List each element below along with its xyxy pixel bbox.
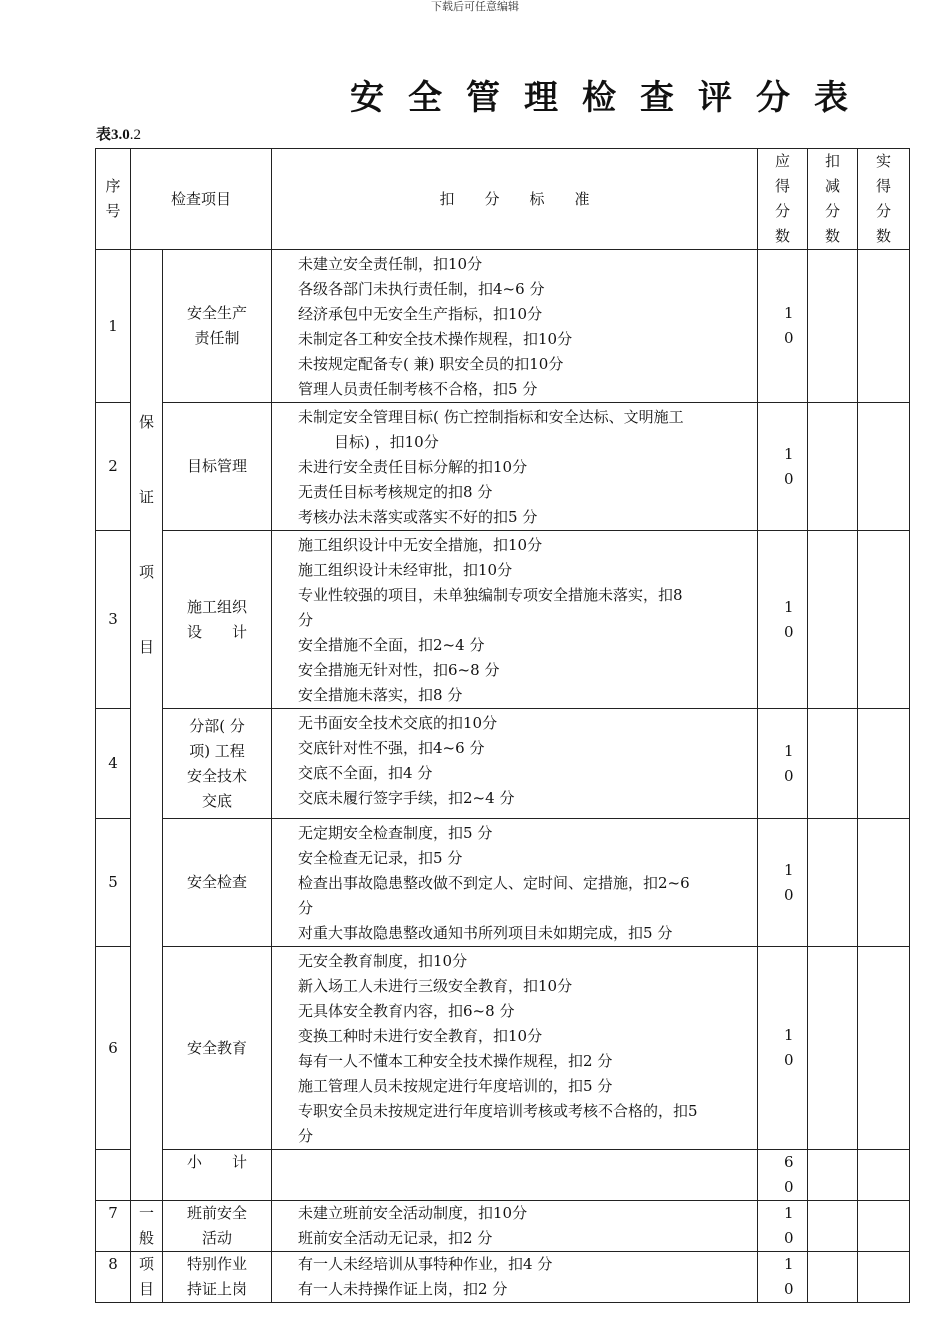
header-seq <box>96 149 131 250</box>
table-row <box>96 819 910 947</box>
criteria-cell <box>272 531 758 709</box>
header-should-char: 分 <box>775 202 791 220</box>
check-item-line: 项) 工程 <box>189 741 245 760</box>
score-digit: 0 <box>784 1229 794 1247</box>
criteria-line: 施工组织设计未经审批，扣10分 <box>298 561 513 579</box>
score-digit: 1 <box>784 1026 794 1044</box>
check-item-line: 安全教育 <box>187 1038 248 1057</box>
check-item-line: 安全检查 <box>187 873 248 891</box>
deduct-score-cell <box>808 1201 858 1252</box>
criteria-line: 检查出事故隐患整改做不到定人、定时间、定措施，扣2~6 <box>298 874 690 892</box>
should-score-cell <box>758 819 808 947</box>
category-char: 保 <box>138 413 154 431</box>
criteria-cell <box>272 1201 758 1252</box>
deduct-score-cell <box>808 403 858 531</box>
subtotal-row <box>96 1150 910 1201</box>
criteria-line: 有一人未经培训从事特种作业，扣4 分 <box>298 1255 553 1273</box>
actual-score-cell <box>858 250 910 403</box>
category-char: 项 <box>138 1255 154 1273</box>
header-deduct-char: 减 <box>825 177 841 195</box>
header-deduct <box>808 149 858 250</box>
criteria-line: 未建立安全责任制，扣10分 <box>298 255 483 273</box>
actual-score-cell <box>858 531 910 709</box>
check-item <box>163 947 272 1150</box>
criteria-line: 考核办法未落实或落实不好的扣5 分 <box>298 508 538 526</box>
check-item <box>163 403 272 531</box>
check-item <box>163 819 272 947</box>
header-standard: 扣 分 标 准 <box>272 149 758 250</box>
criteria-line: 专职安全员未按规定进行年度培训考核或考核不合格的，扣5 <box>298 1102 698 1120</box>
criteria-line: 分 <box>298 899 314 917</box>
deduct-score-cell <box>808 947 858 1150</box>
criteria-line: 专业性较强的项目，未单独编制专项安全措施未落实，扣8 <box>298 586 683 604</box>
check-item-line: 班前安全 <box>187 1204 248 1222</box>
actual-score-cell <box>858 1150 910 1201</box>
score-digit: 0 <box>784 885 794 904</box>
criteria-line: 无书面安全技术交底的扣10分 <box>298 714 498 732</box>
score-digit: 1 <box>784 444 794 463</box>
category-char: 一 <box>138 1204 154 1222</box>
should-score-cell <box>758 531 808 709</box>
category-char: 目 <box>138 638 154 656</box>
criteria-line: 管理人员责任制考核不合格，扣5 分 <box>298 380 538 398</box>
row-number: 8 <box>96 1252 131 1303</box>
header-actual-char: 实 <box>876 152 892 170</box>
row-number: 3 <box>96 531 131 709</box>
should-score-cell <box>758 1252 808 1303</box>
criteria-line: 未制定安全管理目标( 伤亡控制指标和安全达标、文明施工 <box>298 408 684 426</box>
row-number: 1 <box>96 250 131 403</box>
score-digit: 0 <box>784 469 794 488</box>
check-item <box>163 531 272 709</box>
check-item <box>163 1252 272 1303</box>
check-item-line: 交底 <box>202 791 233 810</box>
check-item-line: 责任制 <box>194 329 240 347</box>
row-number <box>96 1150 131 1201</box>
header-should-char: 得 <box>775 177 791 195</box>
should-score-cell <box>758 1201 808 1252</box>
criteria-cell <box>272 403 758 531</box>
table-row <box>96 1201 910 1252</box>
check-item-line: 施工组织 <box>187 597 248 616</box>
criteria-cell <box>272 709 758 819</box>
deduct-score-cell <box>808 1252 858 1303</box>
page-header: 下载后可任意编辑 <box>431 0 519 13</box>
row-number: 2 <box>96 403 131 531</box>
criteria-line: 施工组织设计中无安全措施，扣10分 <box>298 536 543 554</box>
subtotal-label: 小 计 <box>163 1150 272 1201</box>
check-item <box>163 709 272 819</box>
row-number: 6 <box>96 947 131 1150</box>
check-item-line: 活动 <box>202 1229 233 1247</box>
check-item-line: 持证上岗 <box>187 1280 248 1298</box>
criteria-line: 无具体安全教育内容，扣6~8 分 <box>298 1002 515 1020</box>
check-item-line: 特别作业 <box>187 1255 248 1273</box>
table-row <box>96 403 910 531</box>
table-row <box>96 250 910 403</box>
table-row <box>96 709 910 819</box>
deduct-score-cell <box>808 531 858 709</box>
criteria-line: 安全措施无针对性，扣6~8 分 <box>298 661 500 679</box>
score-digit: 0 <box>784 329 794 347</box>
category-general <box>131 1252 163 1303</box>
criteria-line: 每有一人不懂本工种安全技术操作规程，扣2 分 <box>298 1052 613 1070</box>
criteria-line: 未建立班前安全活动制度，扣10分 <box>298 1204 528 1222</box>
table-row <box>96 947 910 1150</box>
header-actual-char: 数 <box>876 227 892 245</box>
header-deduct-char: 数 <box>825 227 841 245</box>
criteria-line: 施工管理人员未按规定进行年度培训的，扣5 分 <box>298 1077 613 1095</box>
score-digit: 0 <box>784 1178 794 1196</box>
score-digit: 0 <box>784 766 794 785</box>
row-number: 7 <box>96 1201 131 1252</box>
criteria-line: 各级各部门未执行责任制，扣4~6 分 <box>298 280 545 298</box>
category-char: 目 <box>138 1280 154 1298</box>
criteria-line: 未制定各工种安全技术操作规程，扣10分 <box>298 330 573 348</box>
actual-score-cell <box>858 1201 910 1252</box>
criteria-cell <box>272 1252 758 1303</box>
should-score-cell <box>758 709 808 819</box>
header-item: 检查项目 <box>131 149 272 250</box>
score-digit: 0 <box>784 1051 794 1069</box>
header-should <box>758 149 808 250</box>
criteria-line: 未进行安全责任目标分解的扣10分 <box>298 458 528 476</box>
actual-score-cell <box>858 947 910 1150</box>
category-char: 项 <box>138 563 154 581</box>
criteria-line: 未按规定配备专( 兼) 职安全员的扣10分 <box>298 355 564 373</box>
header-deduct-char: 扣 <box>825 152 841 170</box>
score-digit: 1 <box>784 860 794 879</box>
actual-score-cell <box>858 819 910 947</box>
header-actual-char: 分 <box>876 202 892 220</box>
actual-score-cell <box>858 709 910 819</box>
actual-score-cell <box>858 403 910 531</box>
criteria-cell <box>272 947 758 1150</box>
table-row <box>96 1252 910 1303</box>
category-char: 般 <box>138 1229 154 1247</box>
table-number-suffix: .2 <box>129 127 142 143</box>
category-general <box>131 1201 163 1252</box>
should-score-cell <box>758 1150 808 1201</box>
header-seq-char: 号 <box>105 202 121 220</box>
criteria-line: 分 <box>298 611 314 629</box>
should-score-cell <box>758 947 808 1150</box>
criteria-line: 目标) ，扣10分 <box>334 433 439 451</box>
criteria-line: 安全措施不全面，扣2~4 分 <box>298 636 485 654</box>
check-item <box>163 1201 272 1252</box>
score-digit: 0 <box>784 622 794 641</box>
deduct-score-cell <box>808 709 858 819</box>
score-digit: 1 <box>784 1255 794 1273</box>
criteria-line: 无定期安全检查制度，扣5 分 <box>298 824 493 842</box>
criteria-line: 交底针对性不强，扣4~6 分 <box>298 739 485 757</box>
score-digit: 1 <box>784 597 794 616</box>
criteria-line: 无安全教育制度，扣10分 <box>298 952 468 970</box>
should-score-cell <box>758 403 808 531</box>
criteria-line: 交底未履行签字手续，扣2~4 分 <box>298 789 515 807</box>
check-item-line: 安全技术 <box>187 766 248 785</box>
criteria-line: 经济承包中无安全生产指标，扣10分 <box>298 305 543 323</box>
score-digit: 6 <box>784 1153 794 1171</box>
deduct-score-cell <box>808 250 858 403</box>
criteria-cell <box>272 1150 758 1201</box>
header-actual <box>858 149 910 250</box>
check-item-line: 设 计 <box>187 622 248 641</box>
row-number: 4 <box>96 709 131 819</box>
check-item-line: 目标管理 <box>187 457 248 475</box>
criteria-line: 分 <box>298 1127 314 1145</box>
criteria-line: 有一人未持操作证上岗，扣2 分 <box>298 1280 508 1298</box>
category-char: 证 <box>138 488 154 506</box>
table-row <box>96 531 910 709</box>
check-item-line: 分部( 分 <box>189 716 245 735</box>
score-digit: 1 <box>784 1204 794 1222</box>
deduct-score-cell <box>808 1150 858 1201</box>
header-should-char: 应 <box>775 152 791 170</box>
header-seq-char: 序 <box>105 177 121 195</box>
criteria-line: 对重大事故隐患整改通知书所列项目未如期完成，扣5 分 <box>298 924 673 942</box>
header-actual-char: 得 <box>876 177 892 195</box>
score-digit: 0 <box>784 1280 794 1298</box>
header-row <box>96 149 910 250</box>
check-item-line: 安全生产 <box>187 304 248 322</box>
criteria-line: 交底不全面，扣4 分 <box>298 764 433 782</box>
row-number: 5 <box>96 819 131 947</box>
score-table <box>95 148 910 1303</box>
actual-score-cell <box>858 1252 910 1303</box>
score-digit: 1 <box>784 741 794 760</box>
criteria-cell <box>272 250 758 403</box>
criteria-line: 新入场工人未进行三级安全教育，扣10分 <box>298 977 573 995</box>
check-item <box>163 250 272 403</box>
table-number <box>96 126 141 144</box>
criteria-cell <box>272 819 758 947</box>
header-should-char: 数 <box>775 227 791 245</box>
criteria-line: 变换工种时未进行安全教育，扣10分 <box>298 1027 543 1045</box>
header-deduct-char: 分 <box>825 202 841 220</box>
score-digit: 1 <box>784 304 794 322</box>
criteria-line: 安全措施未落实，扣8 分 <box>298 686 463 704</box>
criteria-line: 安全检查无记录，扣5 分 <box>298 849 463 867</box>
criteria-line: 无责任目标考核规定的扣8 分 <box>298 483 493 501</box>
category-guarantee <box>131 250 163 1201</box>
criteria-line: 班前安全活动无记录，扣2 分 <box>298 1229 493 1247</box>
table-number-label: 表3.0 <box>96 127 130 143</box>
deduct-score-cell <box>808 819 858 947</box>
page-title: 安全管理检查评分表 <box>350 78 872 118</box>
category-guarantee-text <box>131 250 162 660</box>
should-score-cell <box>758 250 808 403</box>
